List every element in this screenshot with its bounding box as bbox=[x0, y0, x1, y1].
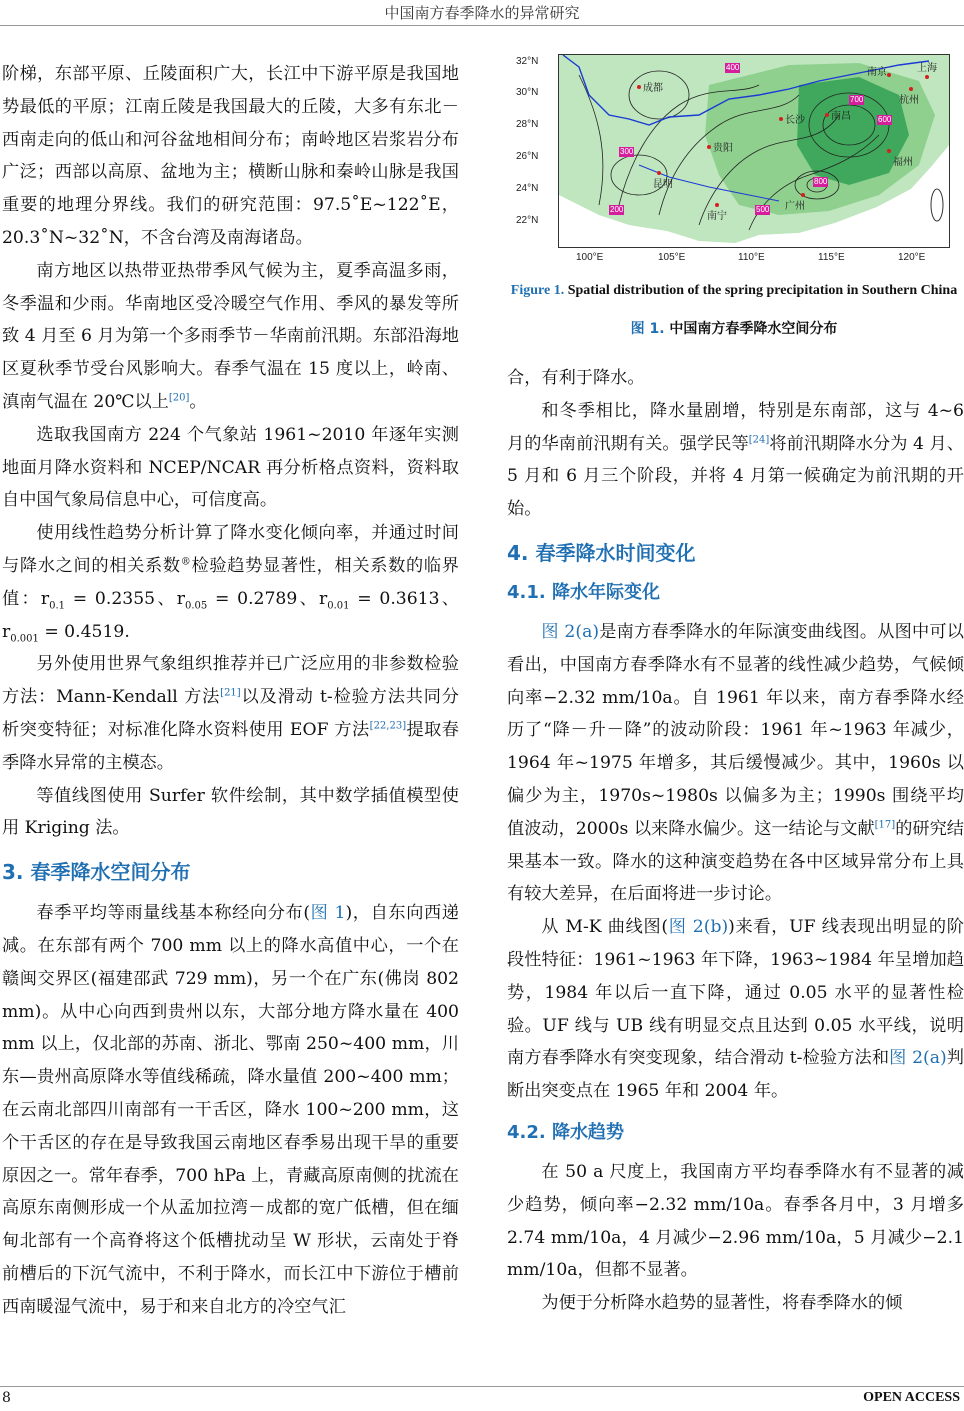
city-label-guangzhou: 广州 bbox=[785, 201, 805, 212]
city-marker bbox=[887, 73, 891, 77]
text: 检验趋势显著性，相关系数的临界值：r bbox=[2, 555, 459, 609]
running-title: 中国南方春季降水的异常研究 bbox=[384, 4, 580, 22]
figure-label: 图 1. bbox=[630, 321, 665, 337]
city-marker bbox=[707, 145, 711, 149]
registered-mark: ® bbox=[180, 556, 191, 568]
paragraph bbox=[2, 648, 459, 779]
paragraph: 阶梯，东部平原、丘陵面积广大，长江中下游平原是我国地势最低的平原；江南丘陵是我国最大的丘陵，大多有东北－西南走向的低山和河谷盆地相间分布；南岭地区岩浆岩分布广泛；西部以高原、盆地为主；横断山脉和秦岭山脉是我国重要的地理分界线。我们的研究范围：97.5˚E~122˚E，20.3˚N~32˚N，不含台湾及南海诸岛。 bbox=[2, 64, 459, 248]
lon-tick-label: 105°E bbox=[658, 252, 686, 263]
figure-link[interactable]: 图 2(b) bbox=[668, 917, 729, 938]
figure-link[interactable]: 图 2(a) bbox=[541, 621, 600, 642]
caption-text: 中国南方春季降水空间分布 bbox=[669, 321, 838, 337]
citation-link[interactable]: [20] bbox=[168, 392, 190, 404]
text: 。 bbox=[189, 391, 207, 412]
text: = 0.2355、r bbox=[65, 588, 186, 609]
subscript: 0.01 bbox=[327, 600, 350, 612]
contour-value-label: 800 bbox=[814, 177, 828, 186]
paragraph bbox=[2, 517, 459, 648]
city-label-nanning: 南宁 bbox=[707, 211, 727, 222]
text: )来看，UF 线表现出明显的阶段性特征：1961~1963 年下降，1963~1984 年呈增加趋势，1984 年以后一直下降，通过 0.05 水平的显著性检验。UF 线与 UB 线有明显交点且达到 0.05 水平线，说明南方春季降水有突变现象，结合滑动 t-检验方法和 bbox=[507, 917, 964, 1069]
lat-tick-label: 30°N bbox=[516, 87, 539, 98]
text: 将前汛期降水分为 4 月、5 月和 6 月三个阶段，并将 4 月第一候确定为前汛期的开始。 bbox=[507, 433, 964, 520]
lat-tick-label: 28°N bbox=[516, 119, 539, 130]
text: 以及滑动 t-检验方法共同分析突变特征；对标准化降水资料使用 EOF 方法 bbox=[2, 687, 459, 740]
precipitation-map bbox=[558, 54, 950, 248]
figure-label: Figure 1. bbox=[510, 283, 565, 298]
figure-caption-zh bbox=[508, 318, 960, 338]
city-label-shanghai: 上海 bbox=[917, 63, 937, 74]
subscript: 0.05 bbox=[185, 600, 208, 612]
text: 是南方春季降水的年际演变曲线图。从图中可以看出，中国南方春季降水有不显著的线性减少趋势，气候倾向率−2.32 mm/10a。自 1961 年以来，南方春季降水经历了“降－升－降”的波动阶段：1961 年~1963 年减少，1964 年~1975 年增多，其后缓慢减少。其中，1960s 以偏少为主，1970s~1980s 以偏多为主；1990s 围绕平均值波动，2000s 以来降水偏少。这一结论与文献 bbox=[507, 621, 964, 839]
caption-text: Spatial distribution of the spring precipitation in Southern China bbox=[564, 283, 958, 298]
citation-link[interactable]: [24] bbox=[748, 433, 770, 445]
citation-link[interactable]: [22,23] bbox=[369, 720, 407, 732]
paragraph bbox=[507, 395, 964, 526]
city-label-hangzhou: 杭州 bbox=[899, 95, 919, 106]
citation-link[interactable]: [21] bbox=[220, 687, 241, 699]
left-column bbox=[2, 58, 459, 1323]
figure-link[interactable]: 图 1 bbox=[310, 903, 346, 924]
text: 的研究结果基本一致。降水的这种演变趋势在各中区域异常分布上具有较大差异，在后面将进一步讨论。 bbox=[507, 818, 964, 905]
text: = 0.2789、r bbox=[207, 588, 328, 609]
text: 从 M-K 曲线图( bbox=[541, 917, 669, 938]
text: 使用线性趋势分析计算了降水变化倾向率，并通过时间与降水之间的相关系数 bbox=[2, 523, 459, 576]
lat-tick-label: 24°N bbox=[516, 183, 539, 194]
lat-tick-label: 22°N bbox=[516, 215, 539, 226]
open-access-label: OPEN ACCESS bbox=[863, 1390, 960, 1405]
contour-value-label: 700 bbox=[850, 95, 864, 104]
text: = 0.4519. bbox=[38, 621, 130, 642]
paragraph: 为便于分析降水趋势的显著性，将春季降水的倾 bbox=[541, 1293, 903, 1314]
text: 南方地区以热带亚热带季风气候为主，夏季高温多雨，冬季温和少雨。华南地区受冷暖空气作用、季风的暴发等所致 4 月至 6 月为第一个多雨季节－华南前汛期。东部沿海地区夏秋季节受台风影响大。春季气温在 15 度以上，岭南、滇南气温在 20℃以上 bbox=[2, 260, 459, 412]
text: 提取春季降水异常的主模态。 bbox=[2, 719, 459, 773]
paragraph bbox=[2, 897, 459, 1323]
paragraph: 合，有利于降水。 bbox=[507, 368, 645, 388]
contour-value-label: 400 bbox=[726, 63, 740, 72]
city-label-guiyang: 贵阳 bbox=[713, 143, 733, 154]
figure-1 bbox=[510, 50, 954, 282]
city-label-chengdu: 成都 bbox=[643, 83, 663, 94]
city-label-nanjing: 南京 bbox=[867, 67, 887, 78]
city-marker bbox=[887, 149, 891, 153]
text: 另外使用世界气象组织推荐并已广泛应用的非参数检验方法：Mann-Kendall 方法 bbox=[2, 654, 459, 708]
paragraph: 等值线图使用 Surfer 软件绘制，其中数学插值模型使用 Kriging 法。 bbox=[2, 785, 459, 839]
paragraph: 在 50 a 尺度上，我国南方平均春季降水有不显著的减少趋势，倾向率−2.32 mm/10a。春季各月中，3 月增多 2.74 mm/10a，4 月减少−2.96 mm/10a，5 月减少−2.1 mm/10a，但都不显著。 bbox=[507, 1161, 964, 1281]
subsection-heading: 4.2. 降水趋势 bbox=[507, 1121, 624, 1143]
paragraph: 选取我国南方 224 个气象站 1961~2010 年逐年实测地面月降水资料和 NCEP/NCAR 再分析格点资料，资料取自中国气象局信息中心，可信度高。 bbox=[2, 424, 459, 511]
text: )，自东向西递减。在东部有两个 700 mm 以上的降水高值中心，一个在赣闽交界区(福建邵武 729 mm)，另一个在广东(佛岗 802 mm)。从中心向西到贵州以东，大部分地方降水量在 400 mm 以上，仅北部的苏南、浙北、鄂南 250~400 mm，川东—贵州高原降水等值线稀疏，降水量值 200~400 mm；在云南北部四川南部有一干舌区，降水 100~200 mm，这个干舌区的存在是导致我国云南地区春季易出现干旱的重要原因之一。常年春季，700 hPa 上，青藏高原南侧的扰流在高原东南侧形成一个从孟加拉湾－成都的宽广低槽，但在缅甸北部有一个高脊将这个低槽扰动呈 W 形状，云南处于脊前槽后的下沉气流中，不利于降水，而长江中下游位于槽前西南暖湿气流中，易于和来自北方的冷空气汇 bbox=[2, 903, 459, 1317]
lon-tick-label: 110°E bbox=[738, 252, 765, 263]
section-heading: 3. 春季降水空间分布 bbox=[2, 860, 191, 885]
text: 和冬季相比，降水量剧增，特别是东南部，这与 4~6 月的华南前汛期有关。强学民等 bbox=[507, 400, 964, 454]
subsection-heading: 4.1. 降水年际变化 bbox=[507, 581, 660, 603]
citation-link[interactable]: [17] bbox=[874, 819, 896, 831]
lon-tick-label: 100°E bbox=[576, 252, 604, 263]
paragraph bbox=[507, 616, 964, 911]
contour-value-label: 300 bbox=[620, 147, 634, 156]
text: 判断出突变点在 1965 年和 2004 年。 bbox=[507, 1048, 964, 1102]
lat-tick-label: 26°N bbox=[516, 151, 539, 162]
city-marker bbox=[779, 117, 783, 121]
figure-caption-en bbox=[508, 282, 960, 299]
contour-map-graphic bbox=[559, 55, 950, 248]
text: 春季平均等雨量线基本称经向分布( bbox=[36, 903, 311, 924]
city-marker bbox=[925, 75, 929, 79]
text: = 0.3613、r bbox=[2, 588, 459, 642]
paragraph bbox=[507, 911, 964, 1108]
right-column bbox=[507, 362, 964, 1320]
lat-tick-label: 32°N bbox=[516, 56, 539, 67]
header-rule bbox=[0, 25, 964, 26]
section-heading: 4. 春季降水时间变化 bbox=[507, 540, 696, 565]
lon-tick-label: 120°E bbox=[898, 252, 926, 263]
subscript: 0.1 bbox=[49, 600, 66, 612]
taiwan-island bbox=[931, 189, 943, 221]
figure-link[interactable]: 图 2(a) bbox=[889, 1048, 947, 1069]
lon-tick-label: 115°E bbox=[818, 252, 845, 263]
footer-rule bbox=[0, 1386, 964, 1387]
contour-value-label: 600 bbox=[878, 115, 892, 124]
city-marker bbox=[825, 113, 829, 117]
city-marker bbox=[637, 85, 641, 89]
city-label-nanchang: 南昌 bbox=[831, 111, 851, 122]
city-label-kunming: 昆明 bbox=[653, 179, 673, 190]
page-number: 8 bbox=[2, 1390, 11, 1406]
subscript: 0.001 bbox=[10, 632, 39, 644]
city-label-changsha: 长沙 bbox=[785, 115, 805, 126]
contour-value-label: 500 bbox=[756, 205, 770, 214]
city-label-fuzhou: 福州 bbox=[893, 157, 913, 168]
contour-value-label: 200 bbox=[610, 205, 624, 214]
paragraph bbox=[2, 255, 459, 419]
